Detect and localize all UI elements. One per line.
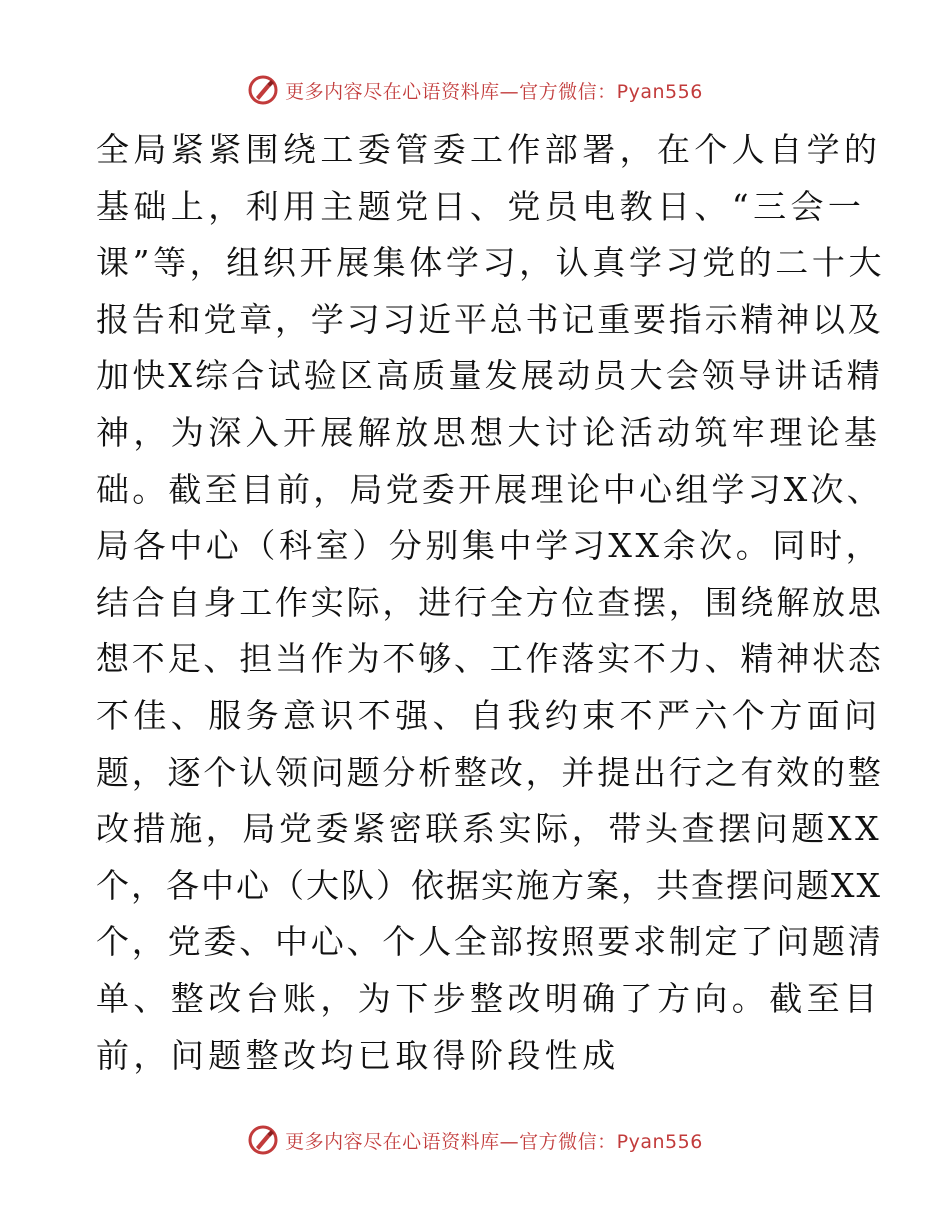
body-line: 改措施，局党委紧密联系实际，带头查摆问题XX bbox=[96, 809, 883, 849]
body-line: 想不足、担当作为不够、工作落实不力、精神状态 bbox=[96, 639, 884, 679]
document-body bbox=[96, 122, 886, 1084]
watermark-text: 更多内容尽在心语资料库—官方微信：Pyan556 bbox=[285, 1130, 703, 1153]
body-line: 不佳、服务意识不强、自我约束不严六个方面问 bbox=[96, 695, 882, 735]
pen-logo-icon bbox=[247, 1124, 279, 1156]
body-line: 基础上，利用主题党日、党员电教日、“三会一 bbox=[96, 186, 866, 226]
body-line: 个，各中心（大队）依据实施方案，共查摆问题XX bbox=[96, 865, 882, 905]
body-line: 单、整改台账，为下步整改明确了方向。截至目 bbox=[96, 978, 882, 1018]
body-line: 报告和党章，学习习近平总书记重要指示精神以及 bbox=[96, 299, 884, 339]
body-line: 神，为深入开展解放思想大讨论活动筑牢理论基 bbox=[96, 412, 882, 452]
header-watermark bbox=[0, 70, 950, 110]
body-line: 个，党委、中心、个人全部按照要求制定了问题清 bbox=[96, 922, 884, 962]
body-line: 结合自身工作实际，进行全方位查摆，围绕解放思 bbox=[96, 582, 884, 622]
body-line: 前，问题整改均已取得阶段性成 bbox=[96, 1035, 620, 1075]
footer-watermark bbox=[0, 1120, 950, 1160]
body-line: 课”等，组织开展集体学习，认真学习党的二十大 bbox=[96, 243, 886, 283]
body-line: 全局紧紧围绕工委管委工作部署，在个人自学的 bbox=[96, 130, 882, 169]
body-line: 加快X综合试验区高质量发展动员大会领导讲话精 bbox=[96, 356, 883, 396]
body-line: 题，逐个认领问题分析整改，并提出行之有效的整 bbox=[96, 752, 884, 792]
pen-logo-icon bbox=[247, 74, 279, 106]
body-line: 础。截至目前，局党委开展理论中心组学习X次、 bbox=[96, 469, 883, 509]
watermark-text: 更多内容尽在心语资料库—官方微信：Pyan556 bbox=[285, 80, 703, 103]
body-line: 局各中心（科室）分别集中学习XX余次。同时， bbox=[96, 526, 883, 566]
